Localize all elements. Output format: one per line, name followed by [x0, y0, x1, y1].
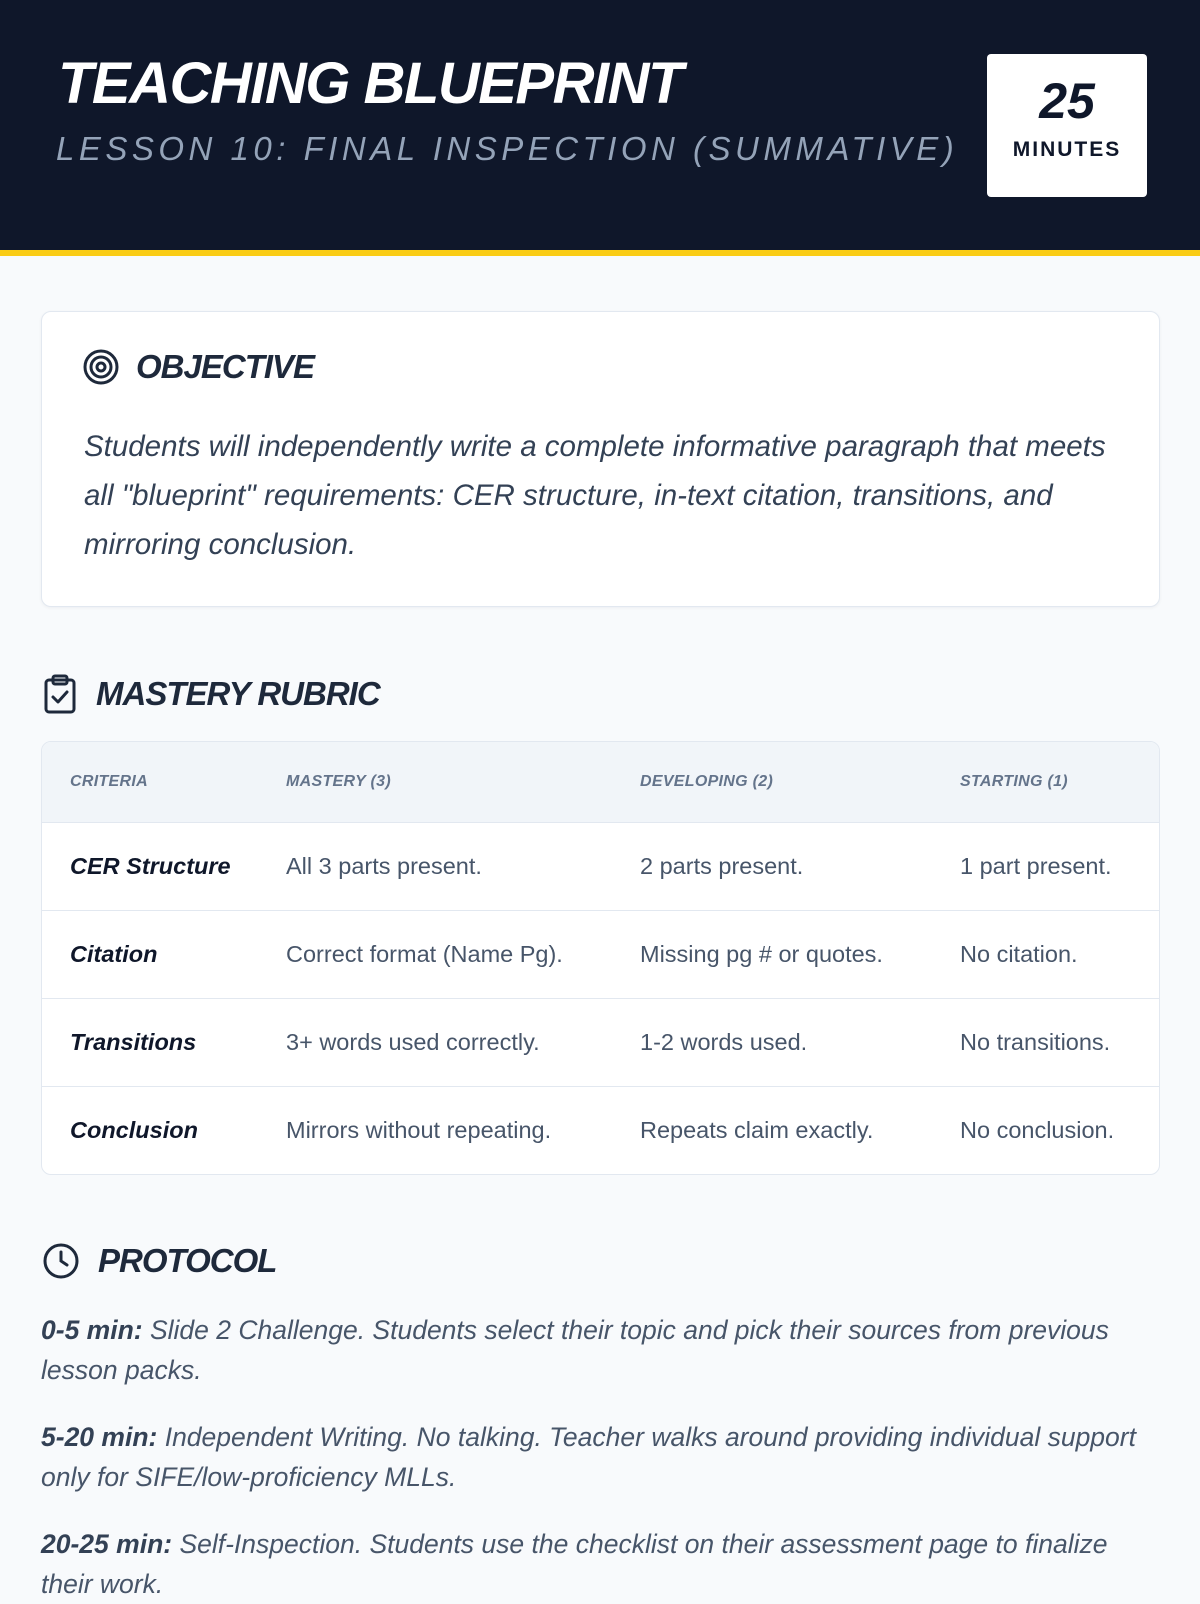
- rubric-table-wrapper: [41, 741, 1160, 1175]
- lesson-subtitle: LESSON 10: FINAL INSPECTION (SUMMATIVE): [56, 130, 959, 167]
- criteria-cell: CER Structure: [70, 852, 231, 879]
- column-header: STARTING (1): [932, 742, 1159, 822]
- mastery-cell: 3+ words used correctly.: [286, 1028, 540, 1055]
- developing-cell: Repeats claim exactly.: [640, 1116, 874, 1143]
- objective-heading: OBJECTIVE: [136, 348, 315, 385]
- rubric-header-row: [42, 742, 1159, 822]
- clipboard-check-icon: [42, 674, 78, 714]
- objective-text: Students will independently write a complete informative paragraph that meets all "blueprint" requirements: CER structure, in-text citation, transitions, and mirroring conclusion.: [84, 430, 1106, 561]
- table-row: [42, 822, 1159, 910]
- starting-cell: No transitions.: [960, 1028, 1111, 1055]
- protocol-step: [41, 1310, 1161, 1390]
- column-header: CRITERIA: [42, 742, 258, 822]
- protocol-step: [41, 1524, 1161, 1604]
- starting-cell: No conclusion.: [960, 1116, 1115, 1143]
- step-time: 5-20 min:: [41, 1422, 158, 1452]
- column-header: DEVELOPING (2): [612, 742, 932, 822]
- developing-cell: 1-2 words used.: [640, 1028, 808, 1055]
- page-header: [0, 0, 1200, 256]
- objective-heading-row: [82, 348, 314, 386]
- developing-cell: Missing pg # or quotes.: [640, 940, 883, 967]
- criteria-cell: Conclusion: [70, 1116, 198, 1143]
- rubric-heading-row: [42, 674, 380, 714]
- protocol-step: [41, 1417, 1161, 1497]
- target-icon: [82, 348, 120, 386]
- table-row: [42, 998, 1159, 1086]
- table-row: [42, 1086, 1159, 1174]
- table-row: [42, 910, 1159, 998]
- mastery-cell: Correct format (Name Pg).: [286, 940, 563, 967]
- column-header: MASTERY (3): [258, 742, 612, 822]
- step-text: Slide 2 Challenge. Students select their topic and pick their sources from previous lesson packs.: [41, 1315, 1109, 1385]
- step-text: Independent Writing. No talking. Teacher walks around providing individual support only for SIFE/low-proficiency MLLs.: [41, 1422, 1136, 1492]
- starting-cell: 1 part present.: [960, 852, 1112, 879]
- criteria-cell: Transitions: [70, 1028, 197, 1055]
- duration-value: 25: [1039, 73, 1095, 129]
- criteria-cell: Citation: [70, 940, 158, 967]
- duration-unit: MINUTES: [1012, 138, 1122, 161]
- mastery-cell: All 3 parts present.: [286, 852, 482, 879]
- mastery-cell: Mirrors without repeating.: [286, 1116, 552, 1143]
- duration-badge: [987, 54, 1147, 197]
- protocol-heading: PROTOCOL: [98, 1242, 277, 1279]
- starting-cell: No citation.: [960, 940, 1078, 967]
- step-text: Self-Inspection. Students use the checklist on their assessment page to finalize their work.: [41, 1529, 1108, 1599]
- step-time: 0-5 min:: [41, 1315, 143, 1345]
- developing-cell: 2 parts present.: [640, 852, 804, 879]
- protocol-heading-row: [42, 1242, 276, 1280]
- rubric-table: [42, 742, 1159, 1174]
- clock-icon: [42, 1242, 80, 1280]
- step-time: 20-25 min:: [41, 1529, 173, 1559]
- page-title: TEACHING BLUEPRINT: [58, 51, 682, 116]
- rubric-heading: MASTERY RUBRIC: [96, 675, 380, 712]
- objective-card: [41, 311, 1160, 607]
